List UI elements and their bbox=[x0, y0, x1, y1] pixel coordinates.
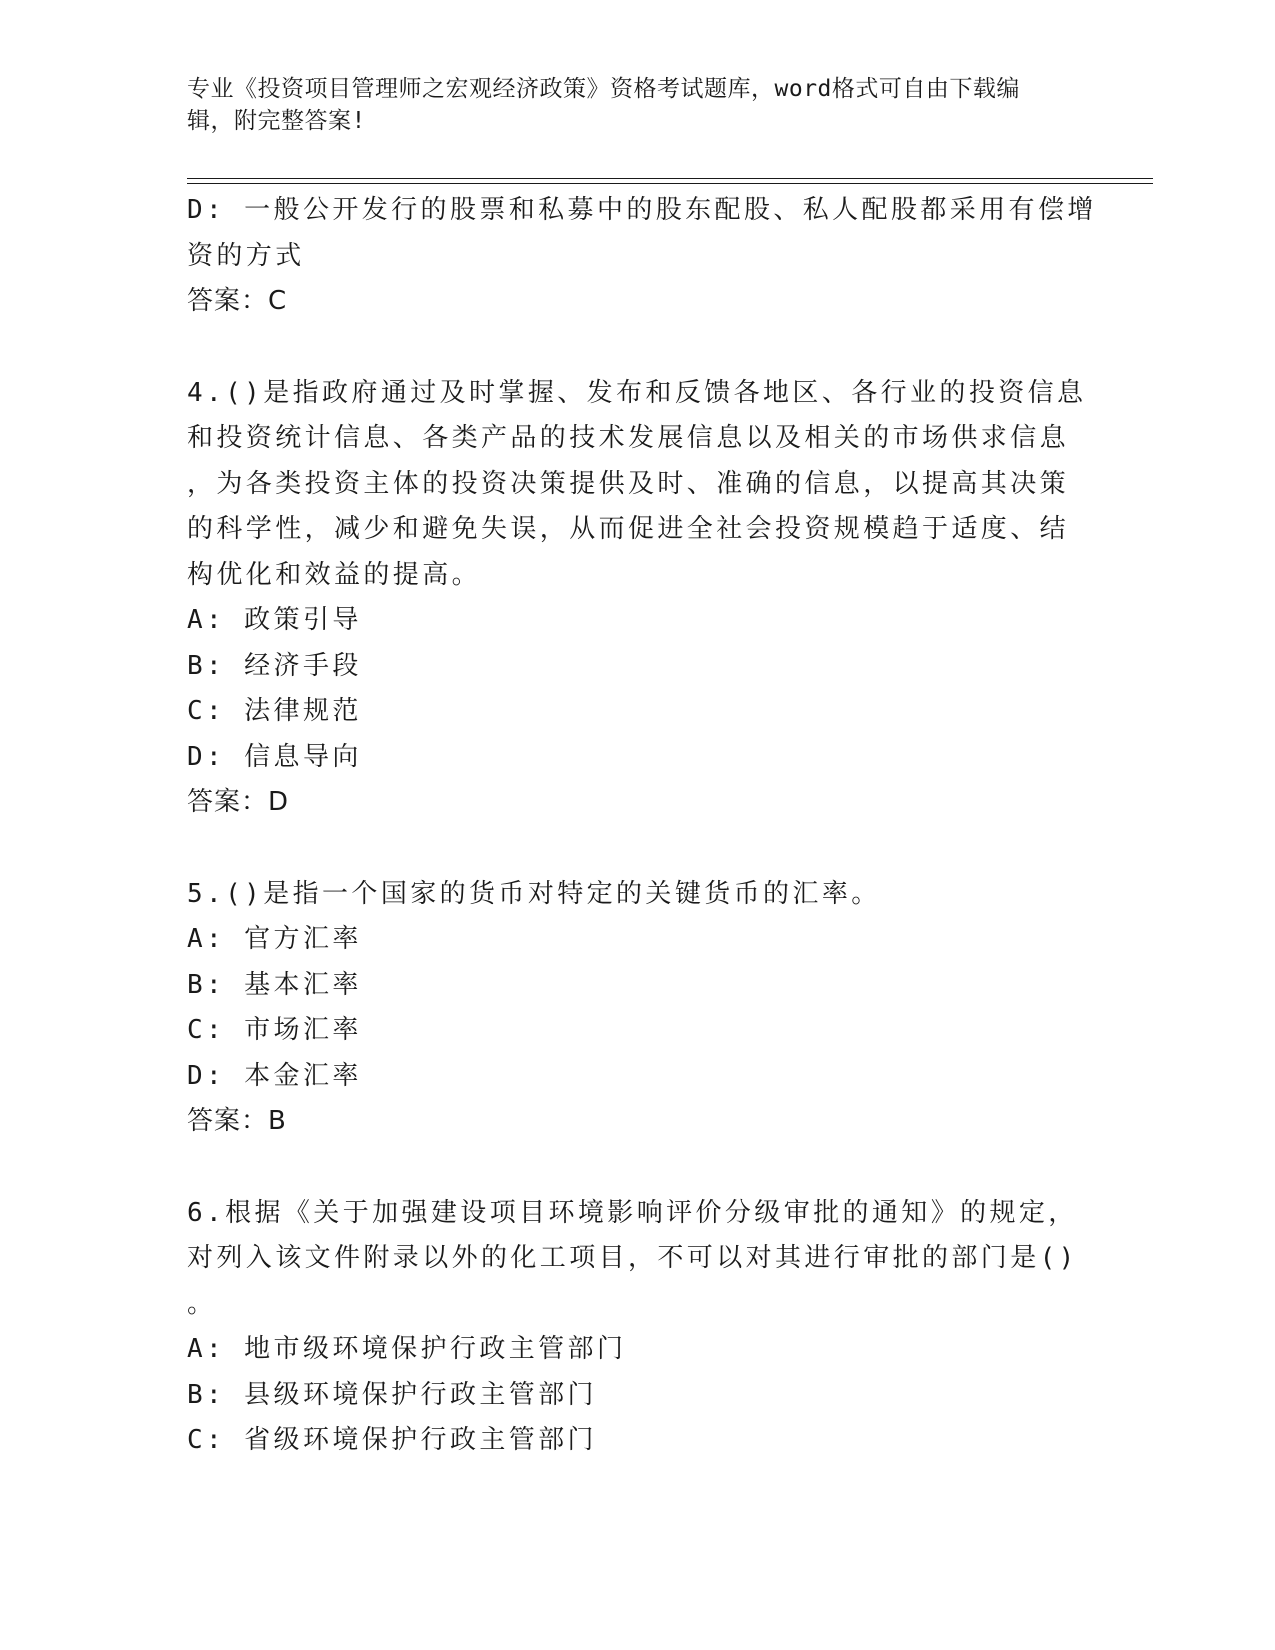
option-d: D: 本金汇率 bbox=[187, 1060, 362, 1091]
answer-text: 答案：D bbox=[187, 787, 290, 817]
question-stem-line: ，为各类投资主体的投资决策提供及时、准确的信息，以提高其决策 bbox=[187, 468, 1070, 499]
question-stem-line: 和投资统计信息、各类产品的技术发展信息以及相关的市场供求信息 bbox=[187, 423, 1070, 453]
option-a: A: 政策引导 bbox=[187, 605, 362, 635]
header-divider-top bbox=[187, 178, 1153, 179]
page-header bbox=[187, 73, 1067, 137]
option-b: B: 经济手段 bbox=[187, 650, 362, 681]
spacer bbox=[187, 826, 1087, 872]
question-stem-line: 构优化和效益的提高。 bbox=[187, 559, 482, 590]
spacer bbox=[187, 1145, 1087, 1191]
option-c: C: 省级环境保护行政主管部门 bbox=[187, 1425, 597, 1455]
question-stem-line: 的科学性，减少和避免失误，从而促进全社会投资规模趋于适度、结 bbox=[187, 514, 1070, 544]
question-stem-line: 4.()是指政府通过及时掌握、发布和反馈各地区、各行业的投资信息 bbox=[187, 377, 1087, 408]
question-stem-line: 5.()是指一个国家的货币对特定的关键货币的汇率。 bbox=[187, 878, 881, 909]
header-divider-bottom bbox=[187, 183, 1153, 184]
header-line-2: 辑，附完整答案! bbox=[187, 108, 366, 134]
option-b: B: 县级环境保护行政主管部门 bbox=[187, 1379, 597, 1410]
option-a: A: 官方汇率 bbox=[187, 924, 362, 954]
header-line-1: 专业《投资项目管理师之宏观经济政策》资格考试题库，word格式可自由下载编 bbox=[187, 76, 1020, 102]
option-d: D: 一般公开发行的股票和私募中的股东配股、私人配股都采用有偿增 bbox=[187, 195, 1097, 225]
option-d: D: 信息导向 bbox=[187, 741, 362, 772]
question-stem-line: 对列入该文件附录以外的化工项目，不可以对其进行审批的部门是() bbox=[187, 1243, 1078, 1273]
option-a: A: 地市级环境保护行政主管部门 bbox=[187, 1334, 627, 1364]
question-5 bbox=[187, 872, 1087, 1145]
question-3-tail bbox=[187, 188, 1097, 325]
option-d-continued: 资的方式 bbox=[187, 240, 305, 271]
spacer bbox=[187, 325, 1087, 371]
option-c: C: 市场汇率 bbox=[187, 1015, 362, 1045]
option-b: B: 基本汇率 bbox=[187, 969, 362, 1000]
question-stem-line: 6.根据《关于加强建设项目环境影响评价分级审批的通知》的规定， bbox=[187, 1197, 1078, 1228]
question-4 bbox=[187, 371, 1087, 826]
question-stem-line: 。 bbox=[187, 1288, 217, 1319]
option-c: C: 法律规范 bbox=[187, 696, 362, 726]
question-content bbox=[187, 188, 1097, 1464]
answer-text: 答案：B bbox=[187, 1106, 287, 1136]
answer-text: 答案：C bbox=[187, 286, 288, 316]
question-6 bbox=[187, 1191, 1087, 1464]
